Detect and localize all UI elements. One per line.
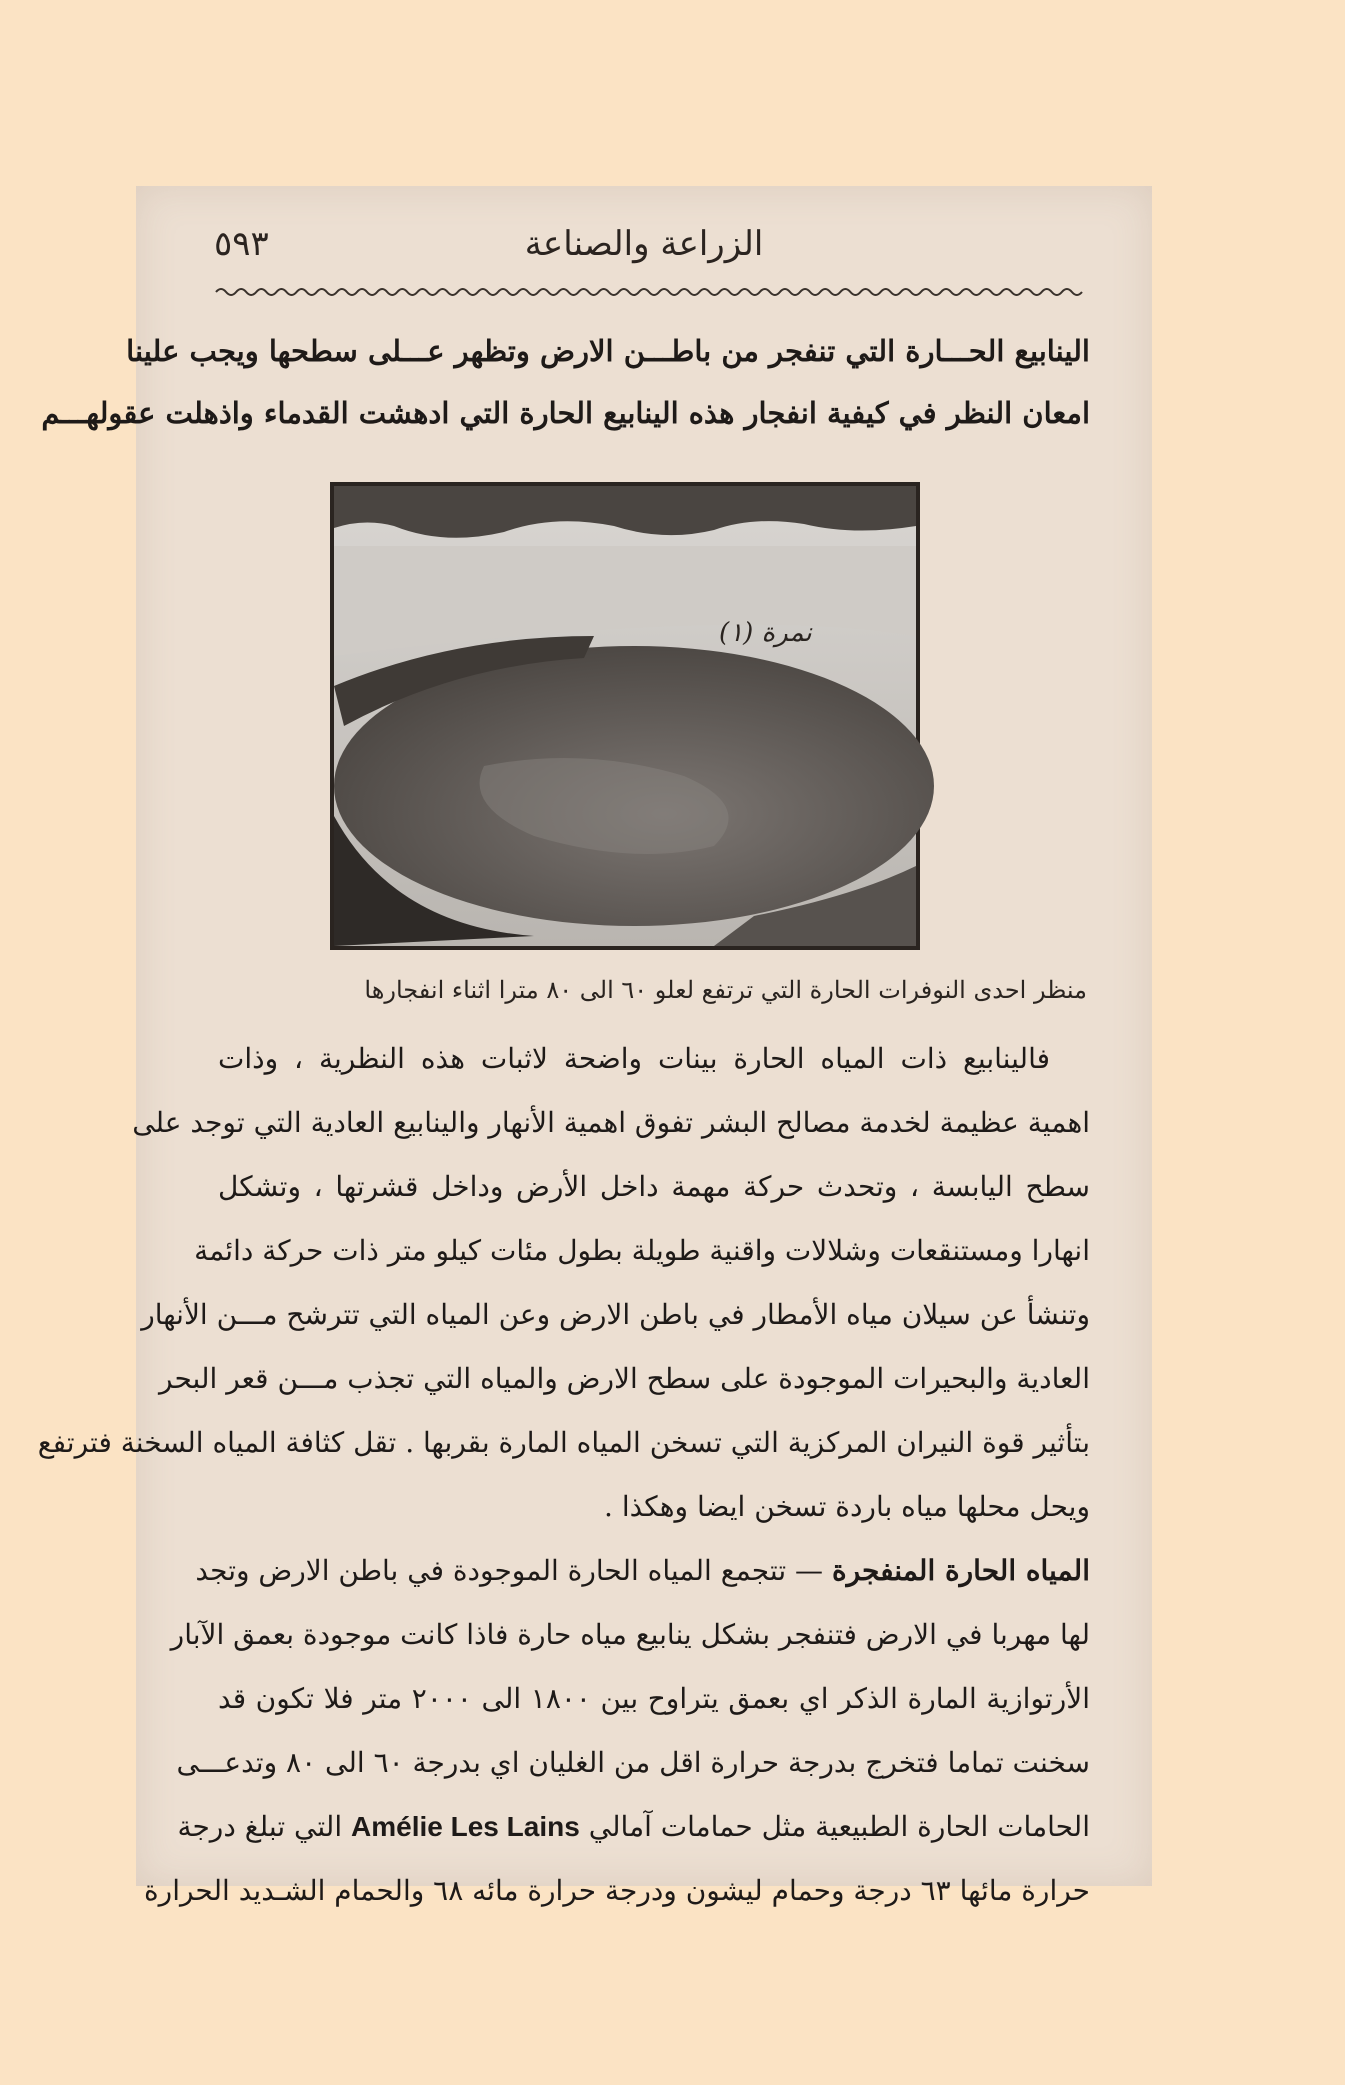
page-number: ٥٩٣ (214, 224, 269, 264)
section-line: لها مهربا في الارض فتنفجر بشكل ينابيع مياه حارة فاذا كانت موجودة بعمق الآبار (170, 1618, 1090, 1651)
geyser-photo (330, 482, 920, 950)
body-line: اهمية عظيمة لخدمة مصالح البشر تفوق اهمية الأنهار والينابيع العادية التي توجد على (132, 1106, 1090, 1139)
photo-caption: منظر احدى النوفرات الحارة التي ترتفع لعلو ٦٠ الى ٨٠ مترا اثناء انفجارها (364, 976, 1087, 1004)
body-line: سطح اليابسة ، وتحدث حركة مهمة داخل الأرض وداخل قشرتها ، وتشكل (218, 1170, 1090, 1203)
section-line: حرارة مائها ٦٣ درجة وحمام ليشون ودرجة حرارة مائه ٦٨ والحمام الشـديد الحرارة (144, 1874, 1090, 1907)
running-title: الزراعة والصناعة (524, 224, 764, 264)
section-first-line-text: تتجمع المياه الحارة الموجودة في باطن الارض وتجد (195, 1554, 787, 1587)
latin-line-after: التي تبلغ درجة (177, 1810, 343, 1843)
section-heading: المياه الحارة المنفجرة (831, 1554, 1090, 1587)
latin-place-name: Amélie Les Lains (351, 1811, 580, 1842)
intro-line: الينابيع الحـــارة التي تنفجر من باطـــن الارض وتظهر عـــلى سطحها ويجب علينا (126, 334, 1090, 368)
body-line: بتأثير قوة النيران المركزية التي تسخن المياه المارة بقربها . تقل كثافة المياه السخنة فترتفع (37, 1426, 1090, 1459)
section-line: سخنت تماما فتخرج بدرجة حرارة اقل من الغليان اي بدرجة ٦٠ الى ٨٠ وتدعـــى (176, 1746, 1090, 1779)
intro-line: امعان النظر في كيفية انفجار هذه الينابيع الحارة التي ادهشت القدماء واذهلت عقولهـــم (41, 396, 1090, 430)
section-dash: — (795, 1554, 824, 1587)
body-line: انهارا ومستنقعات وشلالات واقنية طويلة بطول مئات كيلو متر ذات حركة دائمة (194, 1234, 1090, 1267)
latin-line-before: الحامات الحارة الطبيعية مثل حمامات آمالي (588, 1810, 1090, 1843)
section-line: الأرتوازية المارة الذكر اي بعمق يتراوح بين ١٨٠٠ الى ٢٠٠٠ متر فلا تكون قد (218, 1682, 1090, 1715)
body-line: ويحل محلها مياه باردة تسخن ايضا وهكذا . (604, 1490, 1090, 1523)
section-first-line (195, 1554, 1090, 1620)
body-line: فالينابيع ذات المياه الحارة بينات واضحة لاثبات هذه النظرية ، وذات (218, 1042, 1050, 1075)
body-line: وتنشأ عن سيلان مياه الأمطار في باطن الارض وعن المياه التي تترشح مـــن الأنهار (141, 1298, 1090, 1331)
section-latin-line (177, 1810, 1090, 1876)
book-page (37, 186, 1152, 1907)
photo-label: نمرة (١) (719, 618, 812, 648)
intro-paragraph (41, 334, 1090, 460)
header-wavy-rule (216, 286, 1082, 298)
body-line: العادية والبحيرات الموجودة على سطح الارض والمياه التي تجذب مـــن قعر البحر (159, 1362, 1090, 1395)
body-paragraph (37, 1042, 1090, 1940)
page-header (206, 224, 1082, 274)
